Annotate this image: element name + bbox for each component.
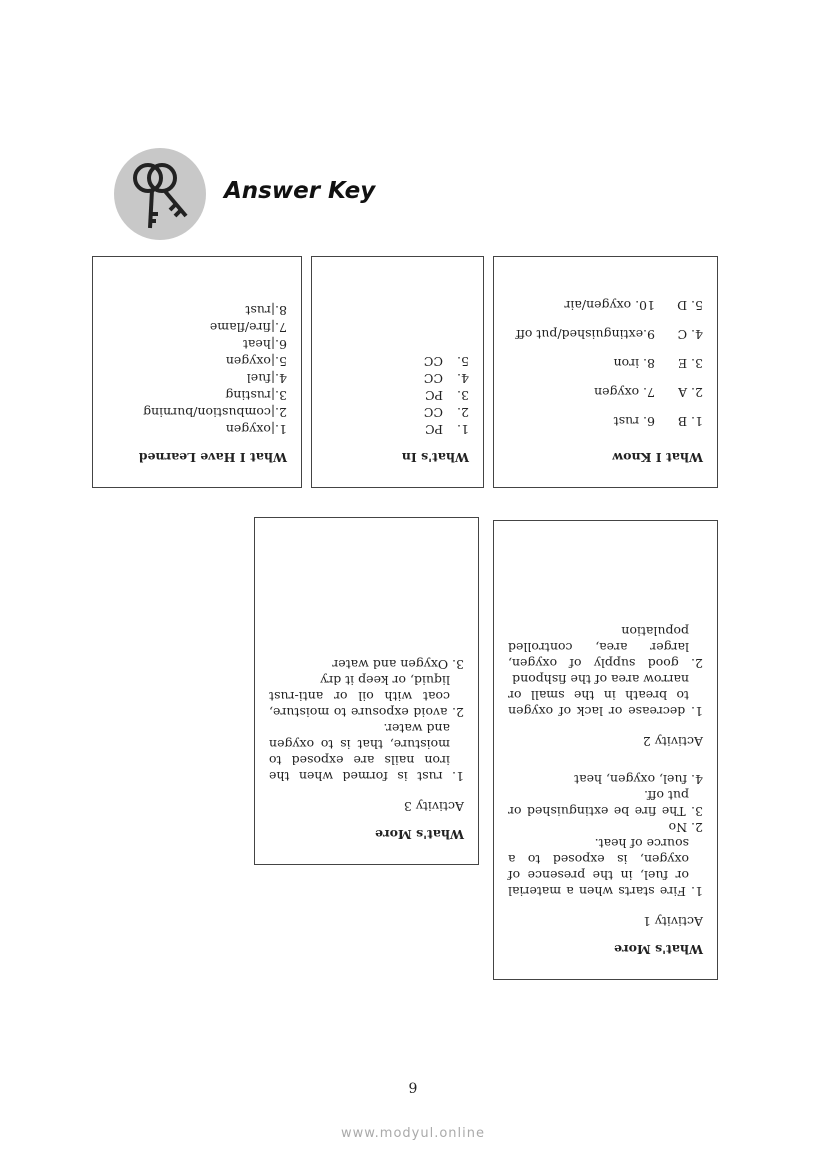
- item-number: 5.: [457, 354, 469, 369]
- list-item: [504, 313, 703, 342]
- item-answer: 10. oxygen/air: [564, 298, 655, 313]
- list-item: 2. avoid exposure to moisture, coat with oil or anti-rust liquid, or keep it dry: [269, 673, 464, 720]
- item-answer: 5. D: [677, 298, 703, 313]
- item-answer: CC: [423, 405, 443, 420]
- what-i-know-box: [493, 256, 718, 488]
- watermark: www.modyul.online: [340, 1126, 486, 1141]
- list-item: 1. rust is formed when the iron nails are exposed to moisture, that is to oxygen and water.: [269, 721, 464, 784]
- list-item: 8.|rust: [245, 303, 287, 318]
- list-item: 1. decrease or lack of oxygen to breath in the small or narrow area of the fishpond: [508, 672, 703, 719]
- box-heading: What's In: [401, 450, 469, 465]
- list-item: 3. The fire be extinguished or put off.: [508, 788, 703, 819]
- item-answer: PC: [425, 388, 443, 403]
- item-number: 3.: [457, 388, 469, 403]
- activity-label: Activity 2: [642, 734, 703, 749]
- list-item: 6.|heat: [242, 337, 287, 352]
- item-number: 2.: [457, 405, 469, 420]
- whats-more-activity3-box: [254, 517, 479, 865]
- list-item: 2. No: [668, 820, 703, 835]
- whats-more-activity1-2-box: [493, 520, 718, 980]
- list-item: 4. fuel, oxygen, heat: [574, 772, 703, 787]
- list-item: 3. Oxygen and water: [332, 657, 464, 672]
- item-answer: 1. B: [677, 414, 703, 429]
- item-answer: 3. E: [677, 356, 703, 371]
- activity-label: Activity 1: [642, 914, 703, 929]
- page-number: 9: [408, 1081, 418, 1097]
- list-item: 1. Fire starts when a material or fuel, in the presence of oxygen, is exposed to a source of heat.: [508, 836, 703, 899]
- list-item: [322, 420, 469, 437]
- list-item: [504, 400, 703, 429]
- list-item: 7.|fire/flame: [209, 320, 287, 335]
- item-answer: PC: [425, 422, 443, 437]
- list-item: [322, 386, 469, 403]
- item-answer: CC: [423, 371, 443, 386]
- item-number: 1.: [457, 422, 469, 437]
- item-answer: 8. iron: [613, 356, 655, 371]
- what-i-have-learned-box: [92, 256, 302, 488]
- item-answer: 9.extinguished/put off: [515, 327, 655, 342]
- list-item: 3.|rusting: [225, 388, 287, 403]
- list-item: [504, 284, 703, 313]
- whats-in-box: [311, 256, 484, 488]
- box-heading: What I Have Learned: [138, 450, 287, 465]
- item-answer: 4. C: [677, 327, 703, 342]
- box-heading: What's More: [375, 827, 464, 842]
- keys-icon: [114, 148, 206, 240]
- list-item: 2.|combustion/burning: [143, 405, 287, 420]
- box-heading: What's More: [614, 942, 703, 957]
- item-answer: 6. rust: [613, 414, 655, 429]
- list-item: 4.|fuel: [246, 371, 287, 386]
- page-title: Answer Key: [224, 178, 376, 204]
- item-answer: CC: [423, 354, 443, 369]
- item-answer: 2. A: [678, 385, 703, 400]
- activity-label: Activity 3: [403, 799, 464, 814]
- box-heading: What I Know: [612, 450, 703, 465]
- list-item: [322, 352, 469, 369]
- list-item: [322, 369, 469, 386]
- list-item: 1.|oxygen: [225, 422, 287, 437]
- list-item: [504, 342, 703, 371]
- list-item: 2. good supply of oxygen, larger area, controlled population: [508, 624, 703, 671]
- list-item: [322, 403, 469, 420]
- list-item: 5.|oxygen: [225, 354, 287, 369]
- item-answer: 7. oxygen: [594, 385, 655, 400]
- item-number: 4.: [457, 371, 469, 386]
- list-item: [504, 371, 703, 400]
